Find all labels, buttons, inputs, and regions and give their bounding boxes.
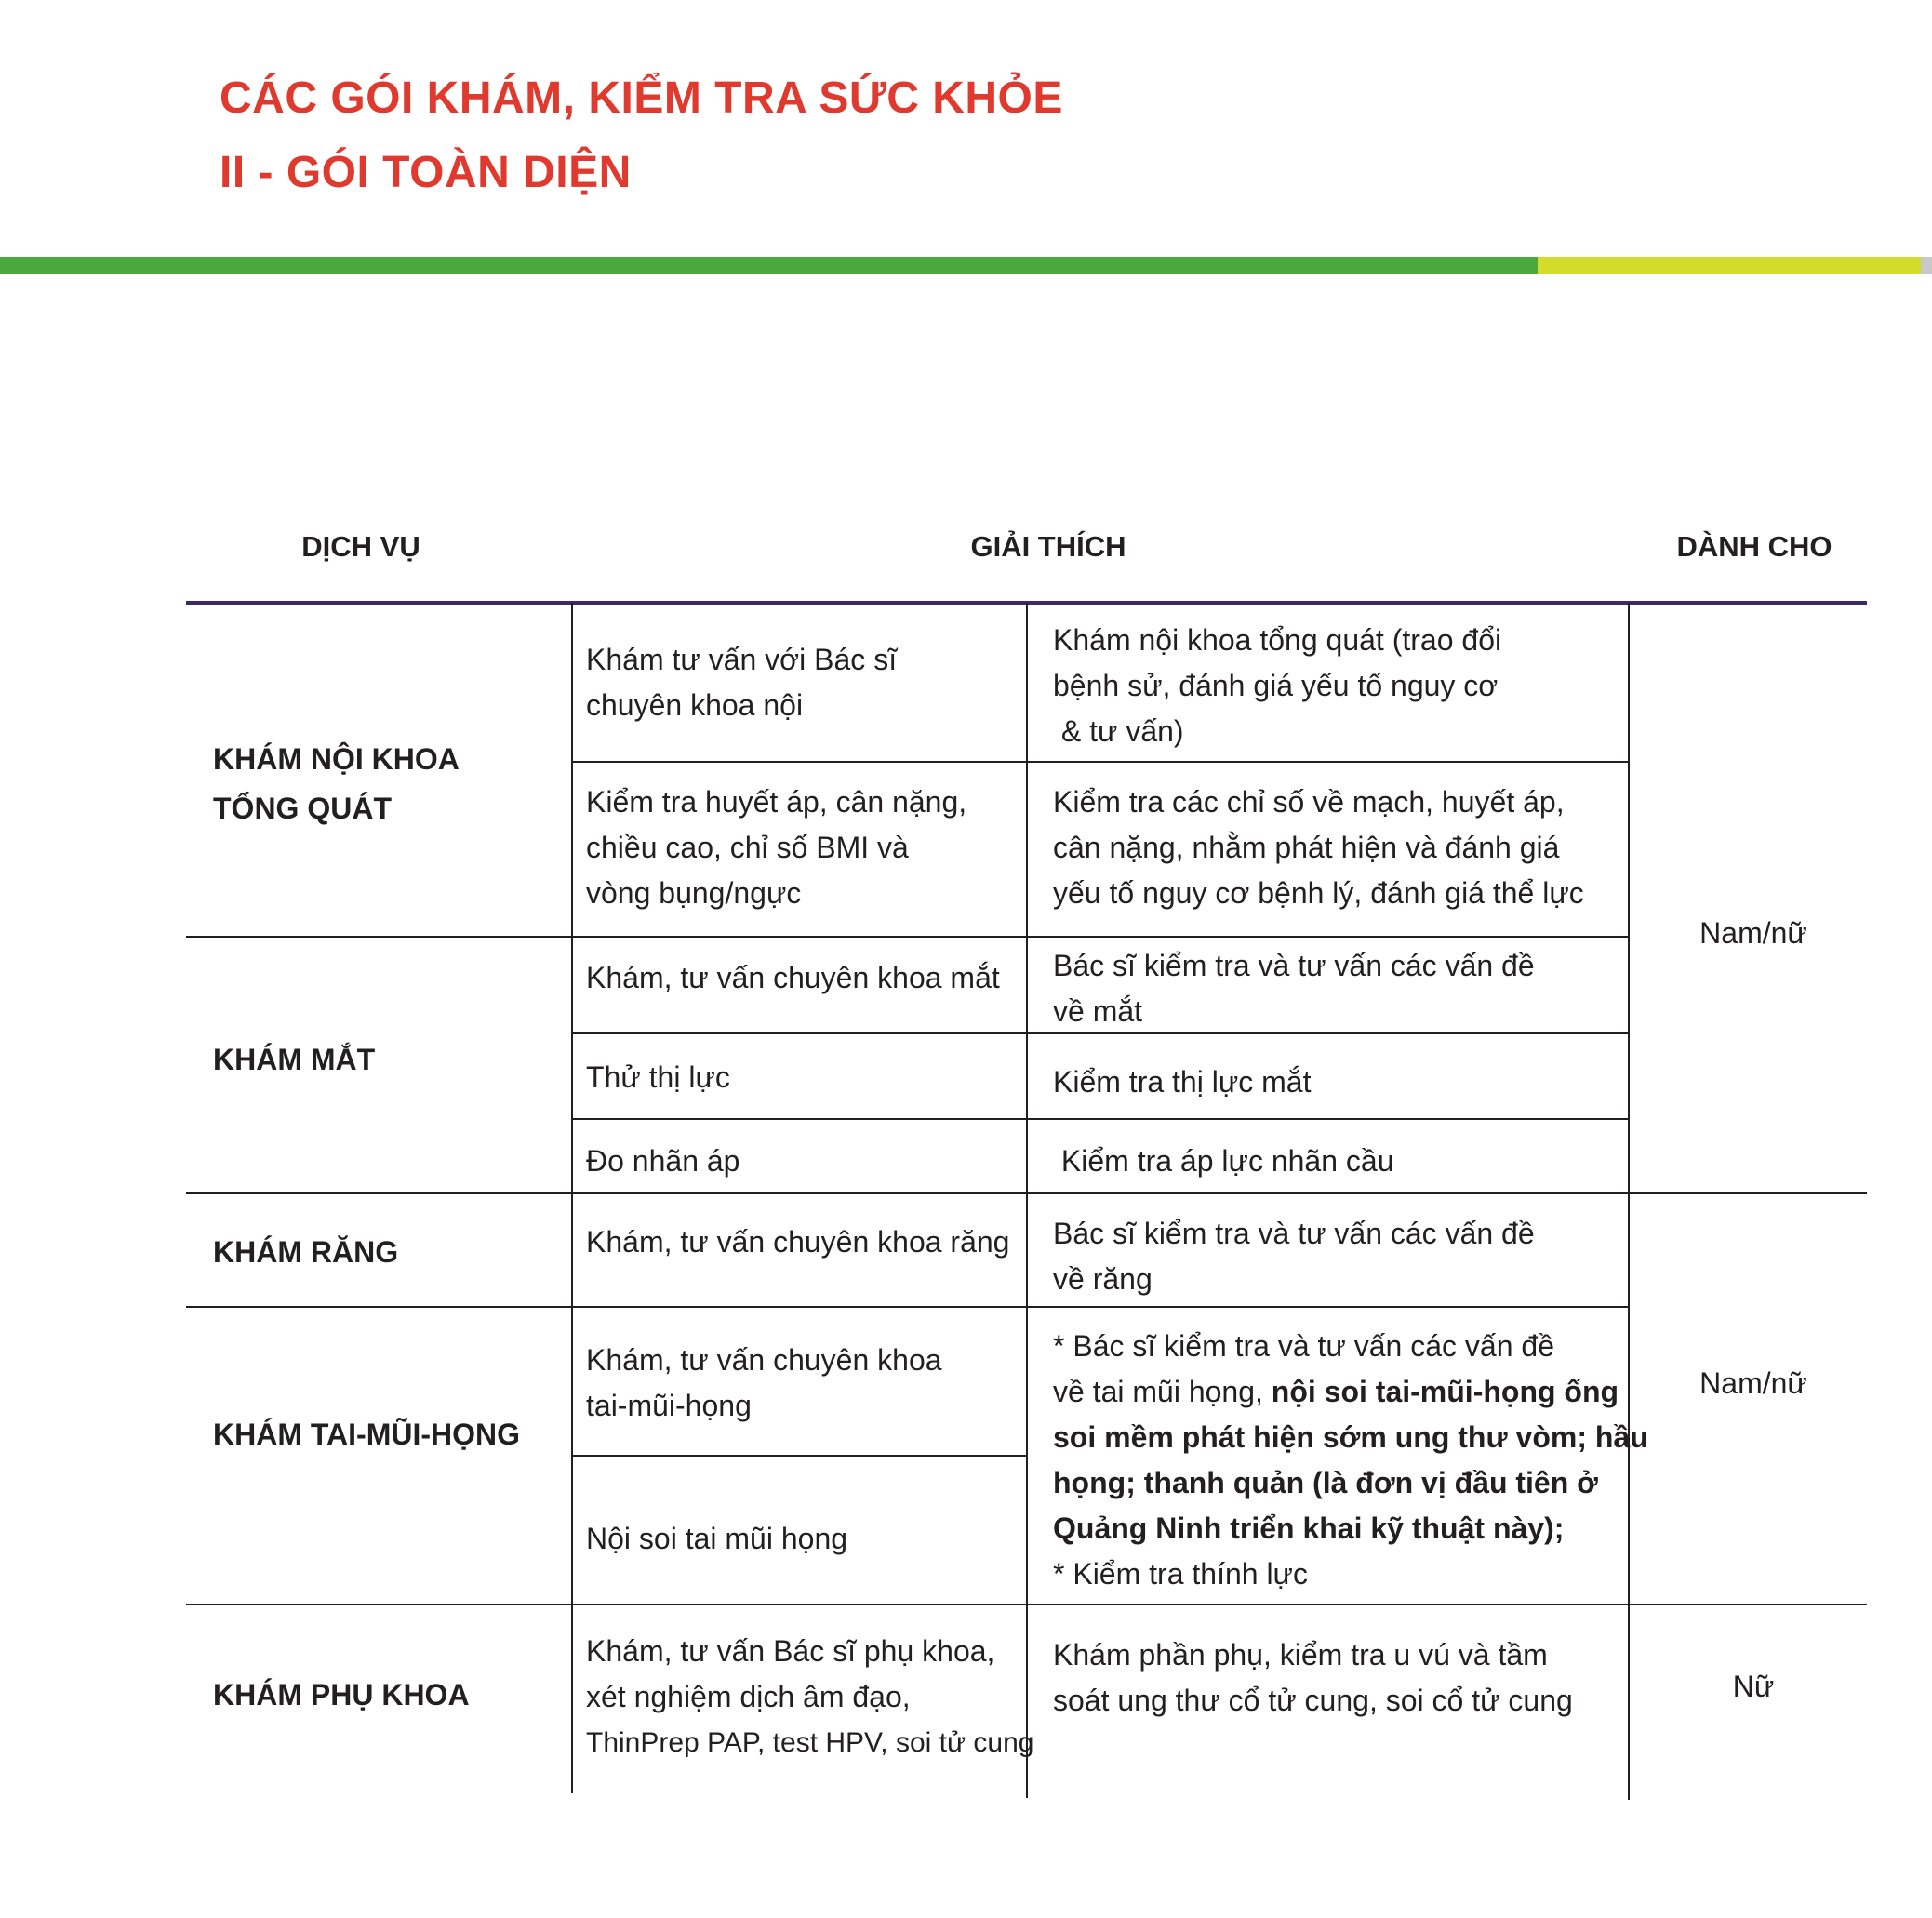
service-ent: KHÁM TAI-MŨI-HỌNG	[213, 1418, 521, 1451]
for-label: Nữ	[1732, 1670, 1775, 1703]
for-label: Nam/nữ	[1699, 1366, 1807, 1400]
item-name: Đo nhãn áp	[586, 1144, 740, 1178]
grid-vline-2	[1026, 603, 1028, 1798]
item-detail: Khám phần phụ, kiểm tra u vú và tầm soát ung thư cổ tử cung, soi cổ tử cung	[1053, 1638, 1573, 1717]
item-detail: * Bác sĩ kiểm tra và tư vấn các vấn đề về tai mũi họng, nội soi tai-mũi-họng ống soi mềm phát hiện sớm ung thư vòm; hầu họng; thanh quản (là đơn vị đầu tiên ở Quảng Ninh triển khai kỹ thuật này); * Kiểm tra thính lực	[1053, 1329, 1648, 1591]
item-name: Khám, tư vấn chuyên khoa tai-mũi-họng	[586, 1343, 942, 1422]
column-header-explanation: GIẢI THÍCH	[970, 530, 1126, 563]
item-name: Khám, tư vấn Bác sĩ phụ khoa, xét nghiệm dịch âm đạo, ThinPrep PAP, test HPV, soi tử cung	[586, 1634, 1034, 1758]
item-detail: Bác sĩ kiểm tra và tư vấn các vấn đề về mắt	[1053, 949, 1535, 1028]
item-name: Thử thị lực	[586, 1060, 730, 1094]
item-detail: Kiểm tra các chỉ số về mạch, huyết áp, cân nặng, nhằm phát hiện và đánh giá yếu tố nguy cơ bệnh lý, đánh giá thể lực	[1053, 785, 1584, 910]
grid-vline-1	[571, 603, 573, 1793]
service-gynecology: KHÁM PHỤ KHOA	[213, 1678, 470, 1712]
item-detail: Bác sĩ kiểm tra và tư vấn các vấn đề về răng	[1053, 1217, 1535, 1296]
item-name: Khám, tư vấn chuyên khoa mắt	[586, 961, 1000, 994]
item-name: Khám, tư vấn chuyên khoa răng	[586, 1225, 1010, 1259]
grid-hline	[186, 1604, 1867, 1605]
item-detail: Kiểm tra áp lực nhãn cầu	[1053, 1144, 1394, 1178]
item-name: Nội soi tai mũi họng	[586, 1522, 848, 1555]
grid-vline-3	[1628, 603, 1630, 1800]
header-bar-green	[0, 257, 1538, 274]
grid-hline	[571, 761, 1630, 763]
grid-hline	[186, 936, 1630, 938]
service-eye: KHÁM MẮT	[213, 1043, 376, 1076]
item-detail: Khám nội khoa tổng quát (trao đổi bệnh sử, đánh giá yếu tố nguy cơ & tư vấn)	[1053, 623, 1502, 748]
column-header-for: DÀNH CHO	[1676, 530, 1832, 563]
service-dental: KHÁM RĂNG	[213, 1235, 399, 1269]
grid-hline	[186, 1306, 1630, 1308]
grid-hline	[571, 1118, 1630, 1120]
grid-hline	[186, 1192, 1867, 1194]
grid-hline	[571, 1455, 1026, 1457]
header-bar-gray	[1921, 257, 1932, 274]
service-internal-medicine: KHÁM NỘI KHOA TỔNG QUÁT	[213, 742, 460, 825]
page-title: CÁC GÓI KHÁM, KIỂM TRA SỨC KHỎE	[220, 73, 1063, 123]
page-subtitle: II - GÓI TOÀN DIỆN	[220, 148, 632, 197]
item-name: Khám tư vấn với Bác sĩ chuyên khoa nội	[586, 643, 898, 722]
item-name: Kiểm tra huyết áp, cân nặng, chiều cao, chỉ số BMI và vòng bụng/ngực	[586, 785, 967, 910]
item-detail: Kiểm tra thị lực mắt	[1053, 1065, 1312, 1099]
for-label: Nam/nữ	[1699, 916, 1807, 950]
column-header-service: DỊCH VỤ	[301, 530, 420, 563]
header-bar-lime	[1538, 257, 1921, 274]
